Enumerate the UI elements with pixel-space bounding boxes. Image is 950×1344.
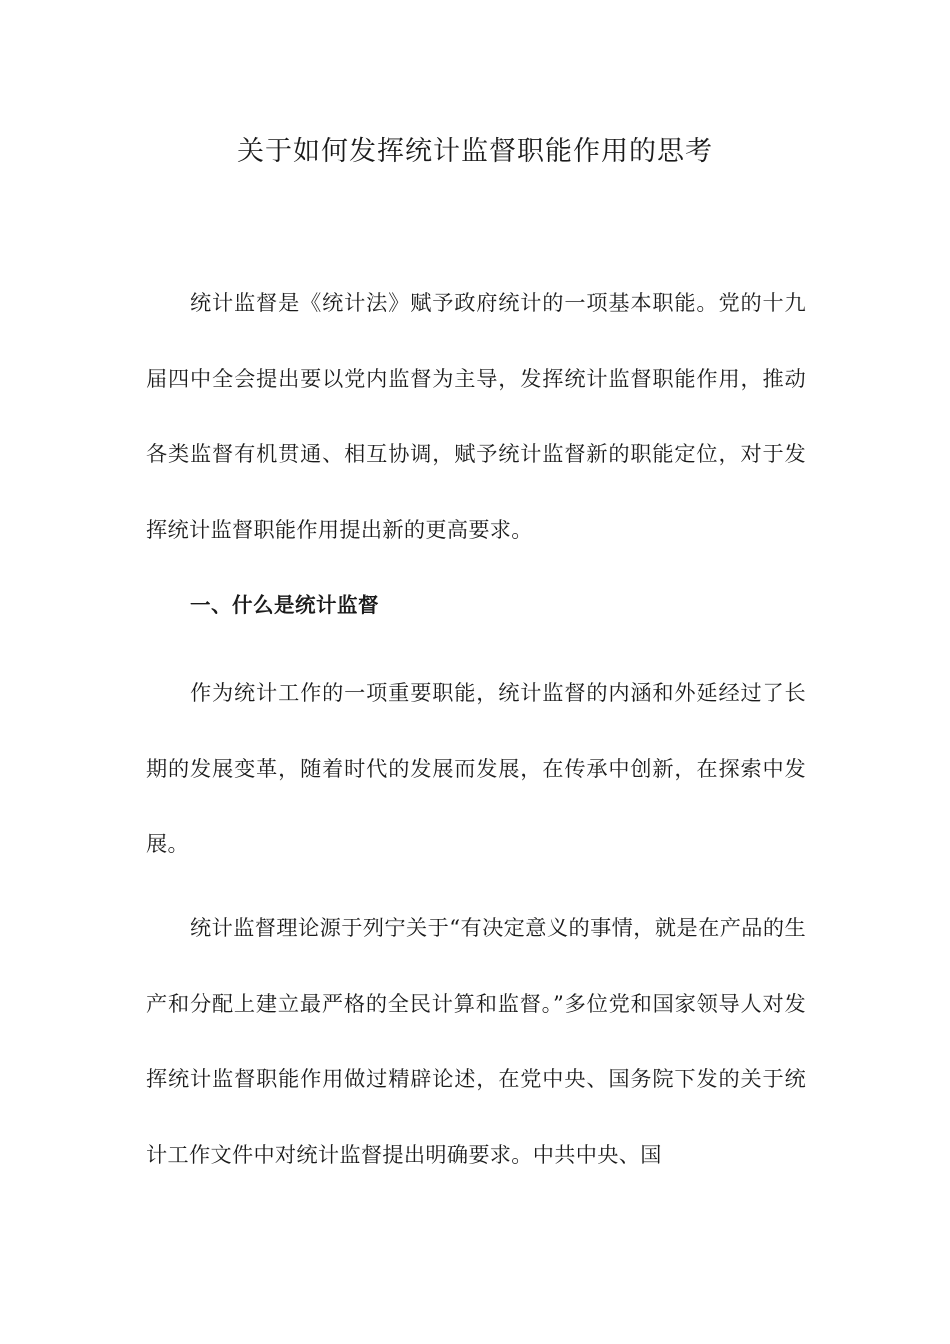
paragraph-theory: 统计监督理论源于列宁关于“有决定意义的事情，就是在产品的生产和分配上建立最严格的全民计算和监督。”多位党和国家领导人对发挥统计监督职能作用做过精辟论述，在党中央、国务院下发的关于统计工作文件中对统计监督提出明确要求。中共中央、国 <box>146 915 806 1167</box>
paragraph-definition: 作为统计工作的一项重要职能，统计监督的内涵和外延经过了长期的发展变革，随着时代的发展而发展，在传承中创新，在探索中发展。 <box>146 680 806 856</box>
paragraph-intro: 统计监督是《统计法》赋予政府统计的一项基本职能。党的十九届四中全会提出要以党内监督为主导，发挥统计监督职能作用，推动各类监督有机贯通、相互协调，赋予统计监督新的职能定位，对于发挥统计监督职能作用提出新的更高要求。 <box>146 290 806 542</box>
document-title: 关于如何发挥统计监督职能作用的思考 <box>237 136 713 167</box>
section-heading: 一、什么是统计监督 <box>190 593 379 617</box>
